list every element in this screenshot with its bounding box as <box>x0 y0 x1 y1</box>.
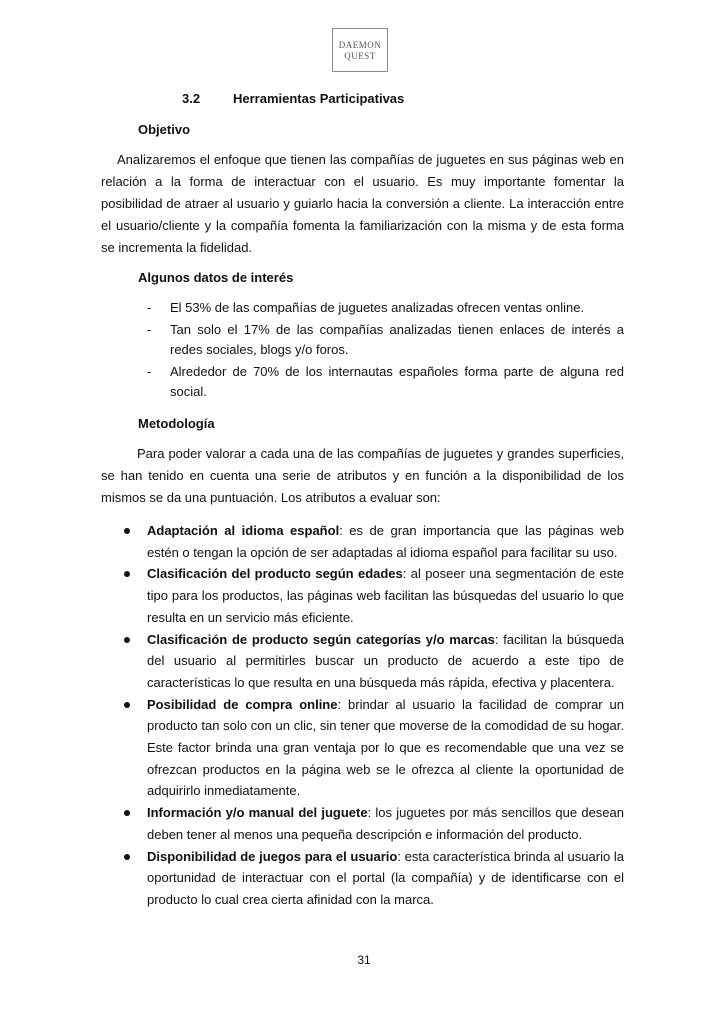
objetivo-text: Analizaremos el enfoque que tienen las compañías de juguetes en sus páginas web en relación a la forma de interactuar con el usuario. Es muy importante fomentar la posibilidad de atraer al usuario y guiarlo hacia la conversión a cliente. La interacción entre el usuario/cliente y la compañía fomenta la familiarización con la misma y de esta forma se incrementa la fidelidad. <box>101 152 624 255</box>
list-item <box>120 563 624 628</box>
objetivo-heading: Objetivo <box>138 122 191 137</box>
logo-line-1: DAEMON <box>338 40 382 50</box>
list-item: - Alrededor de 70% de los internautas españoles forma parte de alguna red social. <box>143 362 624 402</box>
section-title: Herramientas Participativas <box>233 91 405 106</box>
logo-line-2: QUEST <box>344 51 376 61</box>
objetivo-paragraph <box>101 149 624 259</box>
page-number: 31 <box>357 953 371 967</box>
bullet-icon <box>124 854 130 860</box>
attribute-term: Información y/o manual del juguete <box>147 805 368 821</box>
datos-list <box>143 298 624 404</box>
list-item: - Tan solo el 17% de las compañías analizadas tienen enlaces de interés a redes sociales, blogs y/o foros. <box>143 320 624 360</box>
section-heading <box>182 91 404 106</box>
attribute-term: Disponibilidad de juegos para el usuario <box>147 848 398 864</box>
attribute-desc: : los juguetes por más sencillos que desean deben tener al menos una pequeña descripción e información del producto. <box>147 805 624 842</box>
daemon-quest-logo <box>332 28 388 72</box>
bullet-icon <box>124 528 130 534</box>
attribute-term: Clasificación del producto según edades <box>147 566 403 582</box>
attribute-desc: : esta característica brinda al usuario la oportunidad de interactuar con el portal (la compañía) y de identificarse con el producto lo cual crea cierta afinidad con la marca. <box>147 848 624 907</box>
bullet-icon <box>124 810 130 816</box>
section-number: 3.2 <box>182 91 201 106</box>
bullet-icon <box>124 637 130 643</box>
attribute-desc: : es de gran importancia que las páginas web estén o tengan la opción de ser adaptadas al idioma español para facilitar su uso. <box>147 523 624 560</box>
attribute-desc: : brindar al usuario la facilidad de comprar un producto tan solo con un clic, sin tener que moverse de la comodidad de su hogar. Este factor brinda una gran ventaja por lo que es recomendable que una vez se ofrezcan productos en la página web se le ofrezca al cliente la oportunidad de adquirirlo inmediatamente. <box>147 696 624 799</box>
attribute-term: Clasificación de producto según categorías y/o marcas <box>147 631 495 647</box>
list-item <box>120 846 624 911</box>
attribute-term: Adaptación al idioma español <box>147 523 340 538</box>
attributes-list <box>120 520 624 911</box>
bullet-icon <box>124 702 130 708</box>
datos-heading: Algunos datos de interés <box>138 270 294 285</box>
metodologia-heading: Metodología <box>138 416 215 431</box>
metodologia-paragraph <box>101 443 624 509</box>
list-item: - El 53% de las compañías de juguetes analizadas ofrecen ventas online. <box>143 298 624 318</box>
list-item <box>120 520 624 563</box>
list-item <box>120 802 624 845</box>
attribute-desc: : facilitan la búsqueda del usuario al permitirles buscar un producto de acuerdo a este tipo de características lo que resulta en una búsqueda más rápida, efectiva y placentera. <box>147 631 624 690</box>
list-item <box>120 694 624 803</box>
attribute-term: Posibilidad de compra online <box>147 696 338 712</box>
list-item <box>120 629 624 694</box>
attribute-desc: : al poseer una segmentación de este tipo para los productos, las páginas web facilitan las búsquedas del usuario lo que resulta en un servicio más eficiente. <box>147 566 624 625</box>
bullet-icon <box>124 571 130 577</box>
metodologia-text: Para poder valorar a cada una de las compañías de juguetes y grandes superficies, se han tenido en cuenta una serie de atributos y en función a la disponibilidad de los mismos se da una puntuación. Los atributos a evaluar son: <box>101 446 624 505</box>
